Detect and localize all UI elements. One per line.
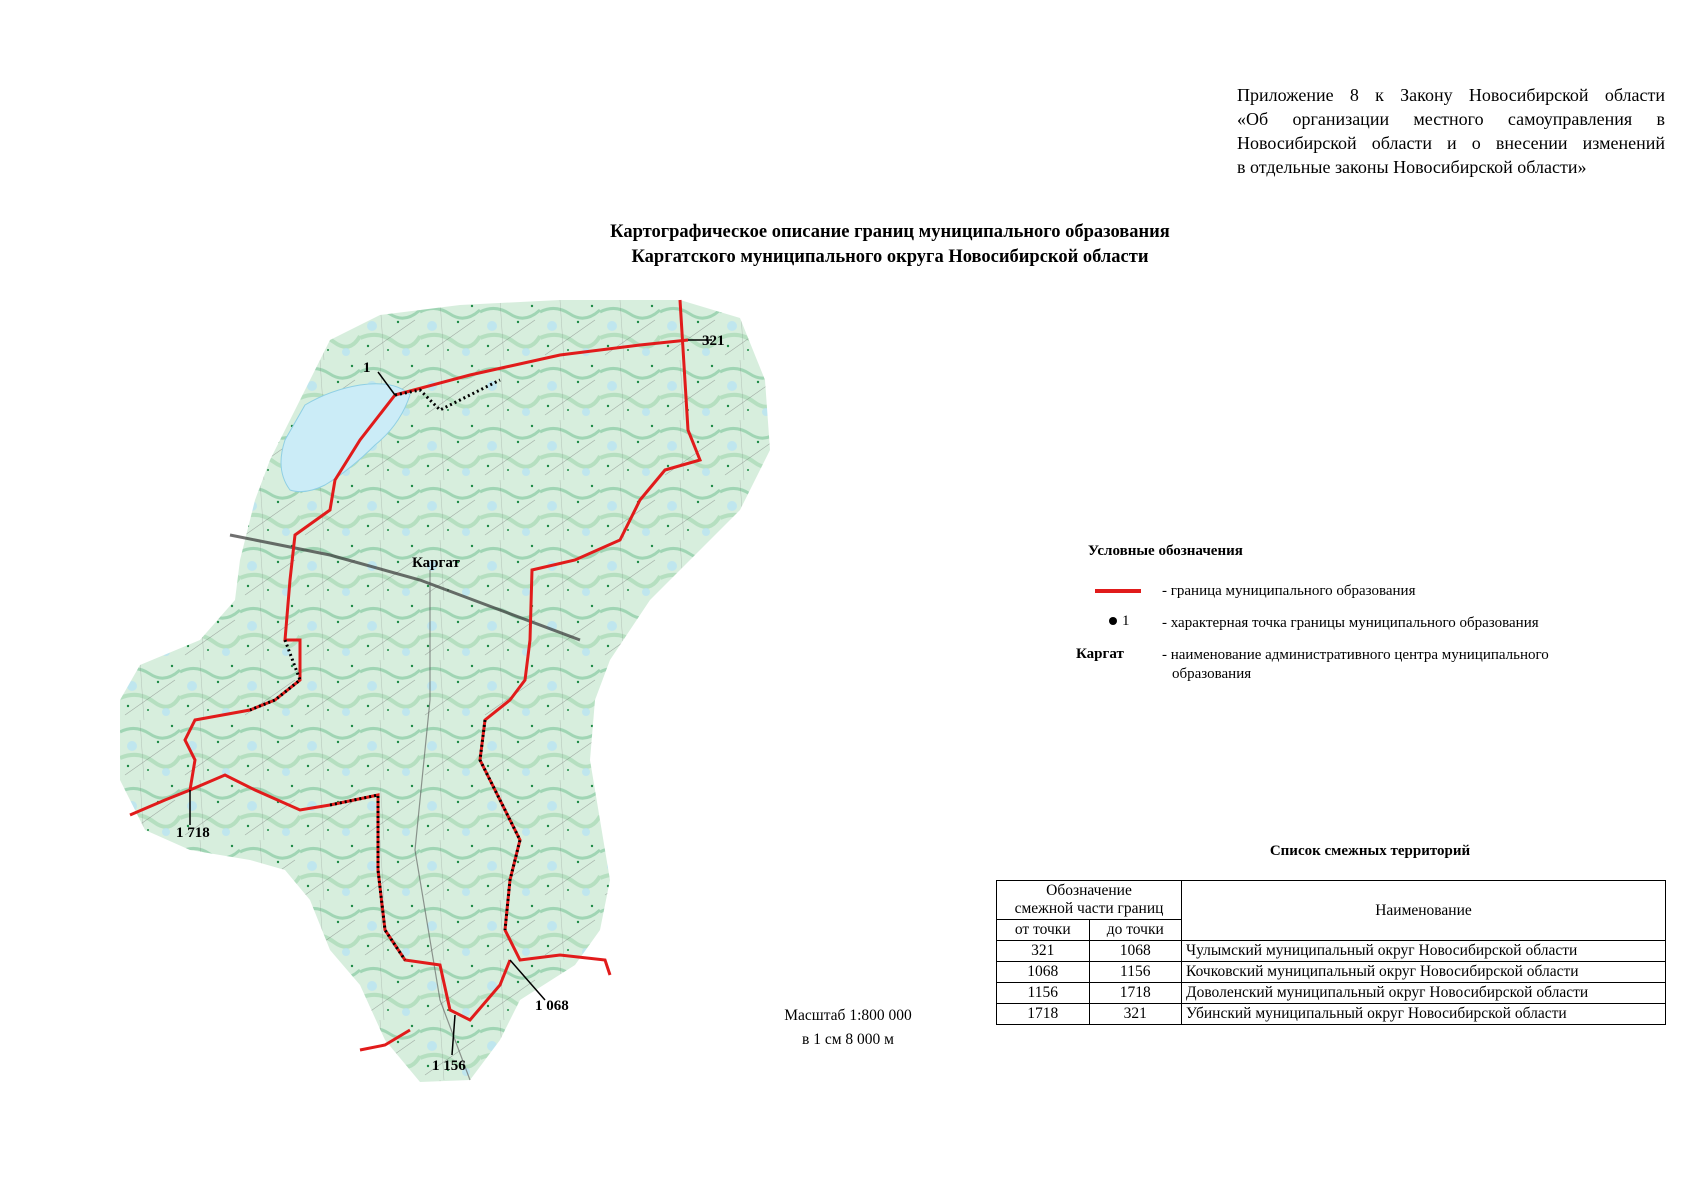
legend-point-number: 1 [1122, 613, 1130, 629]
cell-from: 1156 [997, 983, 1090, 1004]
center-label: Каргат [412, 555, 460, 571]
table-row [997, 941, 1666, 962]
title-line: Картографическое описание границ муниципального образования [610, 222, 1170, 242]
cell-to: 1156 [1089, 962, 1182, 983]
point-label-1156: 1 156 [432, 1058, 466, 1074]
appendix-line: «Об организации местного самоуправления в [1237, 109, 1665, 129]
terrain-area [120, 300, 770, 1082]
title-line: Каргатского муниципального округа Новосибирской области [631, 247, 1149, 267]
scale-line-1: Масштаб 1:800 000 [784, 1007, 912, 1024]
cell-from: 321 [997, 941, 1090, 962]
point-label-321: 321 [702, 333, 725, 349]
cell-name: Чулымский муниципальный округ Новосибирской области [1182, 941, 1666, 962]
legend-item-center: - наименование административного центра муниципального [1162, 647, 1549, 663]
table-row [997, 1004, 1666, 1025]
scale-line-2: в 1 см 8 000 м [802, 1031, 894, 1048]
cell-from: 1718 [997, 1004, 1090, 1025]
cell-name: Доволенский муниципальный округ Новосибирской области [1182, 983, 1666, 1004]
point-label-1: 1 [363, 360, 371, 376]
table-row [997, 962, 1666, 983]
appendix-line: Приложение 8 к Закону Новосибирской области [1237, 85, 1665, 105]
map-scale [760, 1004, 936, 1052]
table-header-group-line: смежной части границ [1014, 900, 1164, 917]
point-label-1718: 1 718 [176, 825, 210, 841]
legend-item-point: - характерная точка границы муниципального образования [1162, 615, 1539, 631]
legend-point-icon [1106, 614, 1120, 628]
appendix-line: Новосибирской области и о внесении изменений [1237, 133, 1665, 153]
cell-to: 1718 [1089, 983, 1182, 1004]
adjacent-table [996, 880, 1666, 1025]
table-header-to: до точки [1089, 920, 1182, 941]
cell-from: 1068 [997, 962, 1090, 983]
table-header-group [997, 881, 1182, 920]
cell-name: Кочковский муниципальный округ Новосибирской области [1182, 962, 1666, 983]
adjacent-title: Список смежных территорий [1269, 843, 1471, 859]
cell-to: 1068 [1089, 941, 1182, 962]
cell-name: Убинский муниципальный округ Новосибирской области [1182, 1004, 1666, 1025]
cell-to: 321 [1089, 1004, 1182, 1025]
point-label-1068: 1 068 [535, 998, 569, 1014]
table-header-name: Наименование [1182, 881, 1666, 941]
legend-red-line-symbol [1093, 583, 1143, 599]
legend-item-center-cont: образования [1172, 666, 1252, 682]
legend-title: Условные обозначения [1088, 543, 1243, 559]
legend-item-boundary: - граница муниципального образования [1162, 583, 1416, 599]
table-header-group-line: Обозначение [1046, 882, 1132, 899]
table-row [997, 983, 1666, 1004]
legend-center-sample: Каргат [1076, 646, 1124, 662]
appendix-line: в отдельные законы Новосибирской области» [1237, 157, 1587, 177]
table-header-from: от точки [997, 920, 1090, 941]
